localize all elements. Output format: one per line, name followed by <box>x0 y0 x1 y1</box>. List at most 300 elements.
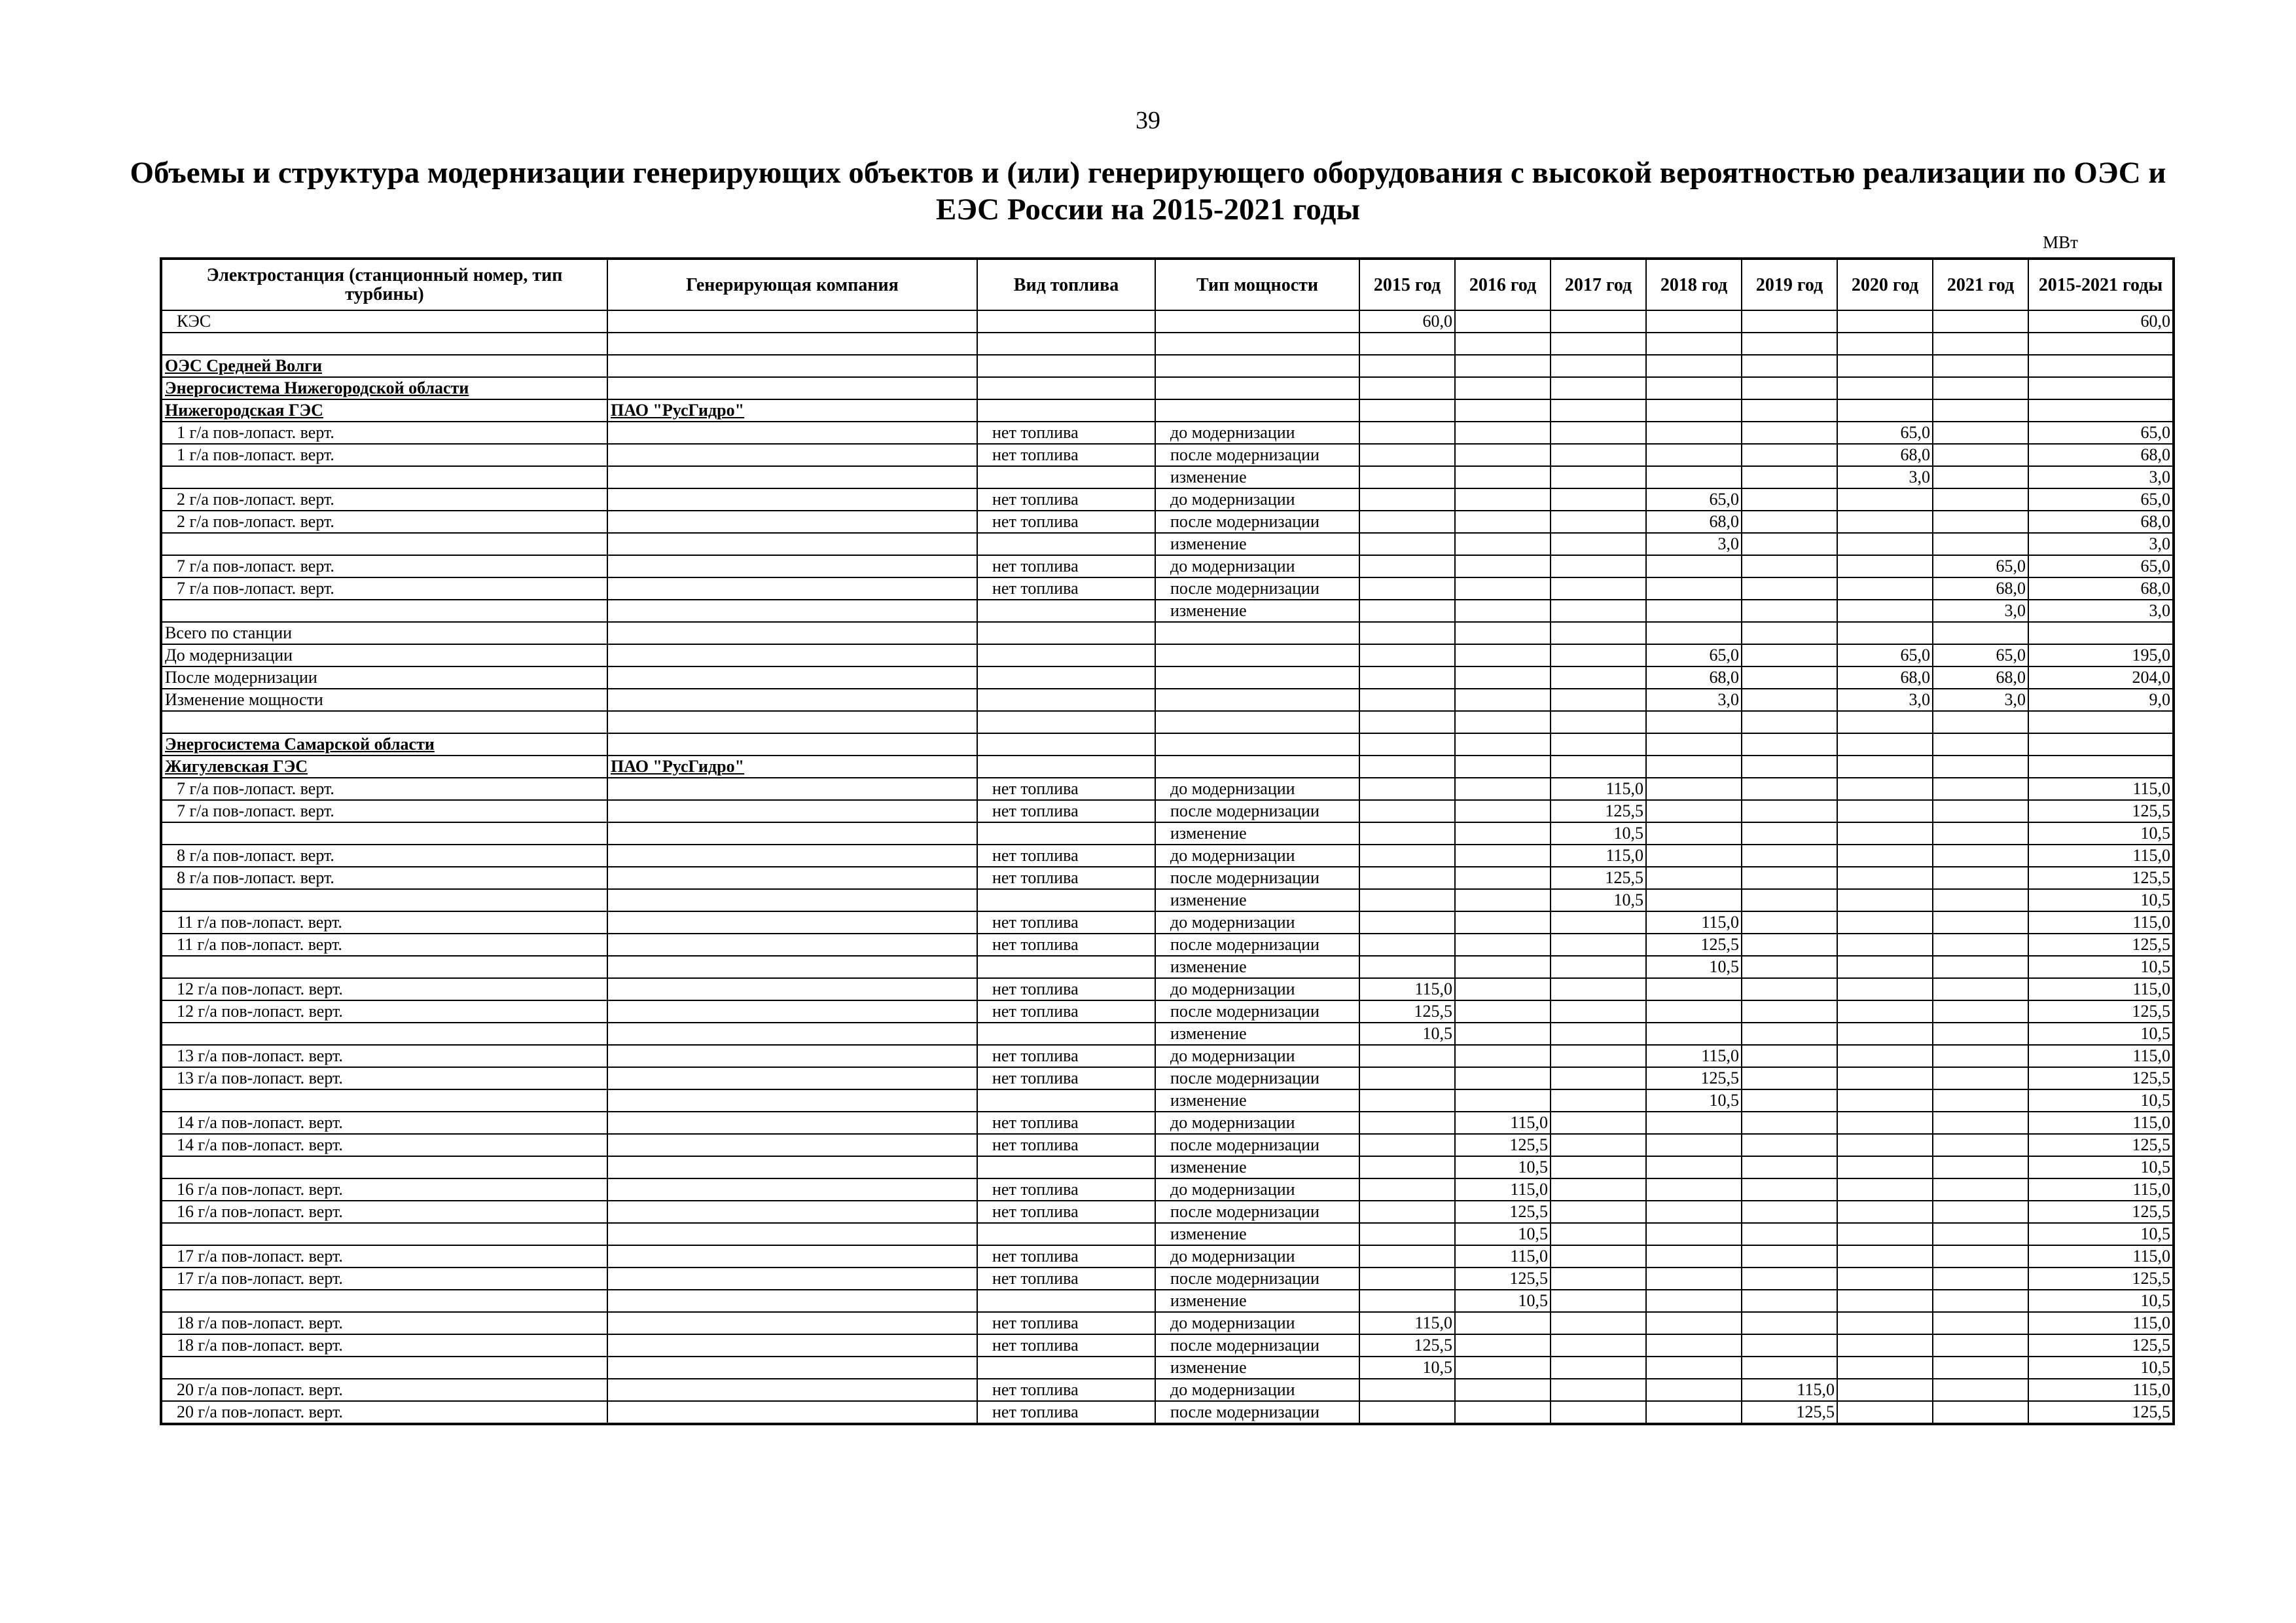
header-station: Электростанция (станционный номер, тип турбины) <box>161 259 607 310</box>
cell-company <box>607 1245 977 1267</box>
cell-y2015 <box>1359 911 1455 934</box>
cell-fuel <box>977 1089 1155 1112</box>
cell-y2018 <box>1646 1223 1742 1245</box>
cell-y2019 <box>1742 1156 1837 1178</box>
cell-company <box>607 778 977 800</box>
cell-fuel <box>977 733 1155 756</box>
cell-y2020 <box>1837 978 1933 1000</box>
cell-company <box>607 622 977 644</box>
cell-y2016: 115,0 <box>1455 1178 1551 1201</box>
table-row <box>161 600 2174 622</box>
cell-fuel <box>977 756 1155 778</box>
cell-y2016 <box>1455 666 1551 689</box>
cell-y2019 <box>1742 689 1837 711</box>
cell-company <box>607 355 977 377</box>
cell-company <box>607 911 977 934</box>
cell-y2019 <box>1742 444 1837 466</box>
cell-fuel: нет топлива <box>977 1201 1155 1223</box>
table-row <box>161 533 2174 555</box>
header-2019: 2019 год <box>1742 259 1837 310</box>
cell-y2018 <box>1646 867 1742 889</box>
header-company: Генерирующая компания <box>607 259 977 310</box>
cell-y2019 <box>1742 355 1837 377</box>
cell-company <box>607 444 977 466</box>
table-header-row <box>161 259 2174 310</box>
cell-station <box>161 1156 607 1178</box>
cell-y2016 <box>1455 1379 1551 1401</box>
cell-fuel: нет топлива <box>977 867 1155 889</box>
cell-y2016 <box>1455 310 1551 333</box>
cell-y2018 <box>1646 733 1742 756</box>
cell-y2016 <box>1455 1357 1551 1379</box>
cell-company <box>607 1357 977 1379</box>
cell-y2019 <box>1742 577 1837 600</box>
cell-total <box>2028 756 2174 778</box>
cell-y2021 <box>1933 377 2028 399</box>
cell-y2018: 10,5 <box>1646 956 1742 978</box>
cell-y2017 <box>1551 689 1646 711</box>
cell-y2015: 125,5 <box>1359 1334 1455 1357</box>
cell-y2017 <box>1551 577 1646 600</box>
cell-station <box>161 1089 607 1112</box>
cell-station: 16 г/а пов-лопаст. верт. <box>161 1178 607 1201</box>
cell-y2018: 115,0 <box>1646 911 1742 934</box>
cell-station: ОЭС Средней Волги <box>161 355 607 377</box>
table-row <box>161 1156 2174 1178</box>
cell-capacity-type: после модернизации <box>1155 867 1359 889</box>
cell-total <box>2028 399 2174 422</box>
cell-y2019 <box>1742 800 1837 822</box>
header-capacity-type: Тип мощности <box>1155 259 1359 310</box>
cell-capacity-type <box>1155 666 1359 689</box>
cell-y2019 <box>1742 622 1837 644</box>
cell-company <box>607 867 977 889</box>
cell-fuel: нет топлива <box>977 1334 1155 1357</box>
cell-y2018 <box>1646 1267 1742 1290</box>
cell-y2015 <box>1359 1067 1455 1089</box>
table-row <box>161 1379 2174 1401</box>
cell-y2019 <box>1742 1178 1837 1201</box>
cell-y2015: 60,0 <box>1359 310 1455 333</box>
cell-station <box>161 956 607 978</box>
cell-capacity-type: изменение <box>1155 1290 1359 1312</box>
cell-station: 20 г/а пов-лопаст. верт. <box>161 1379 607 1401</box>
cell-y2016 <box>1455 822 1551 845</box>
cell-fuel: нет топлива <box>977 1267 1155 1290</box>
cell-y2020 <box>1837 800 1933 822</box>
cell-fuel: нет топлива <box>977 1000 1155 1023</box>
cell-y2015 <box>1359 600 1455 622</box>
cell-capacity-type: до модернизации <box>1155 1112 1359 1134</box>
cell-y2020 <box>1837 355 1933 377</box>
cell-capacity-type: после модернизации <box>1155 934 1359 956</box>
cell-company <box>607 1156 977 1178</box>
cell-y2017 <box>1551 444 1646 466</box>
cell-y2019 <box>1742 733 1837 756</box>
cell-station: 11 г/а пов-лопаст. верт. <box>161 911 607 934</box>
cell-capacity-type: изменение <box>1155 1357 1359 1379</box>
cell-y2016 <box>1455 355 1551 377</box>
cell-y2021 <box>1933 756 2028 778</box>
cell-y2019 <box>1742 644 1837 666</box>
cell-y2017 <box>1551 911 1646 934</box>
cell-y2016 <box>1455 934 1551 956</box>
cell-fuel: нет топлива <box>977 1312 1155 1334</box>
cell-total: 68,0 <box>2028 444 2174 466</box>
cell-y2018 <box>1646 377 1742 399</box>
cell-company <box>607 488 977 511</box>
table-row <box>161 466 2174 488</box>
table-row <box>161 1201 2174 1223</box>
cell-y2019 <box>1742 1267 1837 1290</box>
table-row <box>161 911 2174 934</box>
cell-y2021 <box>1933 422 2028 444</box>
cell-y2016 <box>1455 1045 1551 1067</box>
cell-total: 115,0 <box>2028 1245 2174 1267</box>
cell-capacity-type: после модернизации <box>1155 577 1359 600</box>
cell-y2019 <box>1742 956 1837 978</box>
cell-y2020 <box>1837 333 1933 355</box>
cell-total: 3,0 <box>2028 600 2174 622</box>
cell-capacity-type: изменение <box>1155 889 1359 911</box>
cell-company: ПАО "РусГидро" <box>607 756 977 778</box>
cell-station: 17 г/а пов-лопаст. верт. <box>161 1245 607 1267</box>
cell-capacity-type <box>1155 756 1359 778</box>
cell-y2018 <box>1646 1379 1742 1401</box>
cell-fuel <box>977 533 1155 555</box>
cell-y2018 <box>1646 1178 1742 1201</box>
cell-fuel: нет топлива <box>977 422 1155 444</box>
header-fuel: Вид топлива <box>977 259 1155 310</box>
cell-y2020 <box>1837 756 1933 778</box>
cell-y2016 <box>1455 377 1551 399</box>
header-2017: 2017 год <box>1551 259 1646 310</box>
cell-capacity-type: изменение <box>1155 1023 1359 1045</box>
cell-y2015 <box>1359 845 1455 867</box>
cell-y2019 <box>1742 488 1837 511</box>
cell-y2021 <box>1933 845 2028 867</box>
cell-total: 125,5 <box>2028 1334 2174 1357</box>
cell-fuel <box>977 956 1155 978</box>
cell-total <box>2028 377 2174 399</box>
cell-y2021 <box>1933 355 2028 377</box>
cell-y2018: 68,0 <box>1646 511 1742 533</box>
cell-total: 125,5 <box>2028 1067 2174 1089</box>
table-row <box>161 1023 2174 1045</box>
cell-fuel: нет топлива <box>977 577 1155 600</box>
cell-capacity-type <box>1155 399 1359 422</box>
cell-station <box>161 466 607 488</box>
cell-y2018 <box>1646 422 1742 444</box>
cell-y2018 <box>1646 1312 1742 1334</box>
cell-y2015 <box>1359 1089 1455 1112</box>
cell-y2015 <box>1359 934 1455 956</box>
cell-capacity-type <box>1155 644 1359 666</box>
cell-y2017 <box>1551 1112 1646 1134</box>
cell-y2017 <box>1551 1178 1646 1201</box>
table-row <box>161 555 2174 577</box>
cell-y2019 <box>1742 422 1837 444</box>
cell-total: 125,5 <box>2028 1267 2174 1290</box>
table-row <box>161 822 2174 845</box>
cell-y2018 <box>1646 978 1742 1000</box>
cell-y2020 <box>1837 1267 1933 1290</box>
cell-y2017 <box>1551 310 1646 333</box>
cell-y2016 <box>1455 689 1551 711</box>
table-row <box>161 978 2174 1000</box>
cell-y2021 <box>1933 1000 2028 1023</box>
cell-capacity-type: до модернизации <box>1155 1245 1359 1267</box>
cell-y2016 <box>1455 399 1551 422</box>
cell-y2015 <box>1359 711 1455 733</box>
cell-capacity-type <box>1155 355 1359 377</box>
cell-y2018 <box>1646 399 1742 422</box>
cell-y2018 <box>1646 756 1742 778</box>
cell-y2021 <box>1933 1267 2028 1290</box>
cell-company <box>607 1201 977 1223</box>
cell-y2018 <box>1646 555 1742 577</box>
cell-y2015 <box>1359 1201 1455 1223</box>
cell-y2021 <box>1933 733 2028 756</box>
table-row <box>161 1357 2174 1379</box>
cell-y2021 <box>1933 1290 2028 1312</box>
cell-y2020 <box>1837 1023 1933 1045</box>
cell-y2020: 65,0 <box>1837 422 1933 444</box>
cell-y2021 <box>1933 1023 2028 1045</box>
cell-y2017 <box>1551 511 1646 533</box>
cell-y2015 <box>1359 1290 1455 1312</box>
cell-y2016: 125,5 <box>1455 1134 1551 1156</box>
cell-y2015 <box>1359 1379 1455 1401</box>
cell-fuel <box>977 689 1155 711</box>
cell-y2021: 65,0 <box>1933 644 2028 666</box>
table-row <box>161 444 2174 466</box>
cell-y2020 <box>1837 1045 1933 1067</box>
table-row <box>161 355 2174 377</box>
cell-y2020 <box>1837 1223 1933 1245</box>
cell-y2019 <box>1742 911 1837 934</box>
modernization-table <box>160 257 2175 1425</box>
cell-y2015 <box>1359 666 1455 689</box>
table-row <box>161 867 2174 889</box>
table-row <box>161 1334 2174 1357</box>
cell-total: 10,5 <box>2028 1223 2174 1245</box>
cell-y2021 <box>1933 889 2028 911</box>
cell-y2017 <box>1551 377 1646 399</box>
table-row <box>161 800 2174 822</box>
cell-y2015 <box>1359 511 1455 533</box>
cell-y2021 <box>1933 444 2028 466</box>
cell-y2020 <box>1837 867 1933 889</box>
header-2021: 2021 год <box>1933 259 2028 310</box>
cell-y2015 <box>1359 1178 1455 1201</box>
cell-y2019 <box>1742 1334 1837 1357</box>
cell-total: 125,5 <box>2028 1401 2174 1424</box>
cell-y2017 <box>1551 1156 1646 1178</box>
cell-station: Изменение мощности <box>161 689 607 711</box>
cell-fuel: нет топлива <box>977 1067 1155 1089</box>
cell-company <box>607 1000 977 1023</box>
cell-company <box>607 511 977 533</box>
table-row <box>161 1067 2174 1089</box>
cell-y2016: 115,0 <box>1455 1112 1551 1134</box>
cell-y2016 <box>1455 466 1551 488</box>
cell-total: 60,0 <box>2028 310 2174 333</box>
header-2015: 2015 год <box>1359 259 1455 310</box>
cell-station: Нижегородская ГЭС <box>161 399 607 422</box>
table-row <box>161 1089 2174 1112</box>
cell-y2017 <box>1551 644 1646 666</box>
cell-station: 14 г/а пов-лопаст. верт. <box>161 1112 607 1134</box>
cell-y2021 <box>1933 466 2028 488</box>
cell-y2017 <box>1551 1045 1646 1067</box>
cell-y2020 <box>1837 934 1933 956</box>
cell-capacity-type <box>1155 711 1359 733</box>
cell-y2020 <box>1837 1156 1933 1178</box>
cell-total: 115,0 <box>2028 1178 2174 1201</box>
cell-y2021: 68,0 <box>1933 577 2028 600</box>
cell-y2017 <box>1551 1000 1646 1023</box>
cell-y2017 <box>1551 934 1646 956</box>
cell-company <box>607 333 977 355</box>
cell-company <box>607 889 977 911</box>
cell-y2015 <box>1359 1134 1455 1156</box>
cell-y2018 <box>1646 622 1742 644</box>
cell-station <box>161 1357 607 1379</box>
table-row <box>161 1401 2174 1424</box>
cell-y2016 <box>1455 644 1551 666</box>
cell-fuel <box>977 1290 1155 1312</box>
table-row <box>161 1245 2174 1267</box>
cell-y2018 <box>1646 1290 1742 1312</box>
cell-y2018 <box>1646 1156 1742 1178</box>
cell-y2016: 125,5 <box>1455 1201 1551 1223</box>
cell-y2020 <box>1837 1089 1933 1112</box>
cell-total: 195,0 <box>2028 644 2174 666</box>
cell-total: 10,5 <box>2028 1156 2174 1178</box>
cell-total <box>2028 333 2174 355</box>
cell-company <box>607 711 977 733</box>
cell-y2017: 115,0 <box>1551 778 1646 800</box>
table-row <box>161 622 2174 644</box>
cell-company <box>607 577 977 600</box>
cell-y2015 <box>1359 733 1455 756</box>
cell-y2019 <box>1742 1045 1837 1067</box>
cell-y2021: 3,0 <box>1933 600 2028 622</box>
cell-y2018 <box>1646 1023 1742 1045</box>
cell-station <box>161 889 607 911</box>
cell-y2020: 3,0 <box>1837 466 1933 488</box>
cell-y2019 <box>1742 666 1837 689</box>
cell-y2017: 10,5 <box>1551 822 1646 845</box>
cell-y2017 <box>1551 1089 1646 1112</box>
cell-fuel <box>977 1223 1155 1245</box>
cell-y2016 <box>1455 622 1551 644</box>
cell-y2015 <box>1359 1267 1455 1290</box>
cell-y2018: 3,0 <box>1646 533 1742 555</box>
cell-y2017 <box>1551 466 1646 488</box>
cell-y2017 <box>1551 1357 1646 1379</box>
cell-y2021 <box>1933 533 2028 555</box>
cell-fuel <box>977 644 1155 666</box>
cell-y2021 <box>1933 711 2028 733</box>
cell-y2016 <box>1455 978 1551 1000</box>
cell-total: 10,5 <box>2028 956 2174 978</box>
cell-company <box>607 555 977 577</box>
cell-station: 7 г/а пов-лопаст. верт. <box>161 577 607 600</box>
cell-y2020 <box>1837 1112 1933 1134</box>
cell-y2021 <box>1933 778 2028 800</box>
cell-y2017: 115,0 <box>1551 845 1646 867</box>
cell-y2015 <box>1359 800 1455 822</box>
cell-company <box>607 666 977 689</box>
table-row <box>161 756 2174 778</box>
cell-y2019 <box>1742 1201 1837 1223</box>
cell-station <box>161 822 607 845</box>
cell-total <box>2028 622 2174 644</box>
cell-y2018 <box>1646 1134 1742 1156</box>
cell-y2020 <box>1837 845 1933 867</box>
table-row <box>161 377 2174 399</box>
cell-y2019 <box>1742 555 1837 577</box>
cell-company <box>607 1379 977 1401</box>
cell-y2020 <box>1837 310 1933 333</box>
cell-fuel <box>977 1023 1155 1045</box>
cell-fuel: нет топлива <box>977 1112 1155 1134</box>
header-total: 2015-2021 годы <box>2028 259 2174 310</box>
cell-capacity-type: до модернизации <box>1155 778 1359 800</box>
cell-capacity-type: изменение <box>1155 466 1359 488</box>
cell-y2019 <box>1742 867 1837 889</box>
cell-y2020: 65,0 <box>1837 644 1933 666</box>
cell-y2019 <box>1742 822 1837 845</box>
cell-total: 115,0 <box>2028 1312 2174 1334</box>
cell-y2017 <box>1551 1223 1646 1245</box>
table-row <box>161 711 2174 733</box>
cell-station: 7 г/а пов-лопаст. верт. <box>161 555 607 577</box>
cell-y2018 <box>1646 1245 1742 1267</box>
table-row <box>161 845 2174 867</box>
cell-y2019 <box>1742 1290 1837 1312</box>
cell-y2020 <box>1837 733 1933 756</box>
page-number: 39 <box>1136 107 1160 134</box>
cell-capacity-type: после модернизации <box>1155 1000 1359 1023</box>
header-2016: 2016 год <box>1455 259 1551 310</box>
header-2018: 2018 год <box>1646 259 1742 310</box>
cell-capacity-type: после модернизации <box>1155 1401 1359 1424</box>
cell-y2019 <box>1742 711 1837 733</box>
cell-capacity-type: до модернизации <box>1155 555 1359 577</box>
cell-y2016 <box>1455 555 1551 577</box>
table-row <box>161 666 2174 689</box>
cell-y2017 <box>1551 1379 1646 1401</box>
cell-y2018 <box>1646 778 1742 800</box>
cell-y2016 <box>1455 889 1551 911</box>
cell-station: 18 г/а пов-лопаст. верт. <box>161 1334 607 1357</box>
cell-fuel <box>977 666 1155 689</box>
cell-station: 7 г/а пов-лопаст. верт. <box>161 778 607 800</box>
cell-capacity-type: после модернизации <box>1155 800 1359 822</box>
cell-total: 115,0 <box>2028 778 2174 800</box>
cell-y2018 <box>1646 711 1742 733</box>
cell-total: 115,0 <box>2028 845 2174 867</box>
cell-y2015: 10,5 <box>1359 1357 1455 1379</box>
table-row <box>161 422 2174 444</box>
cell-y2020 <box>1837 577 1933 600</box>
cell-y2018: 3,0 <box>1646 689 1742 711</box>
cell-company <box>607 1178 977 1201</box>
cell-total: 10,5 <box>2028 822 2174 845</box>
